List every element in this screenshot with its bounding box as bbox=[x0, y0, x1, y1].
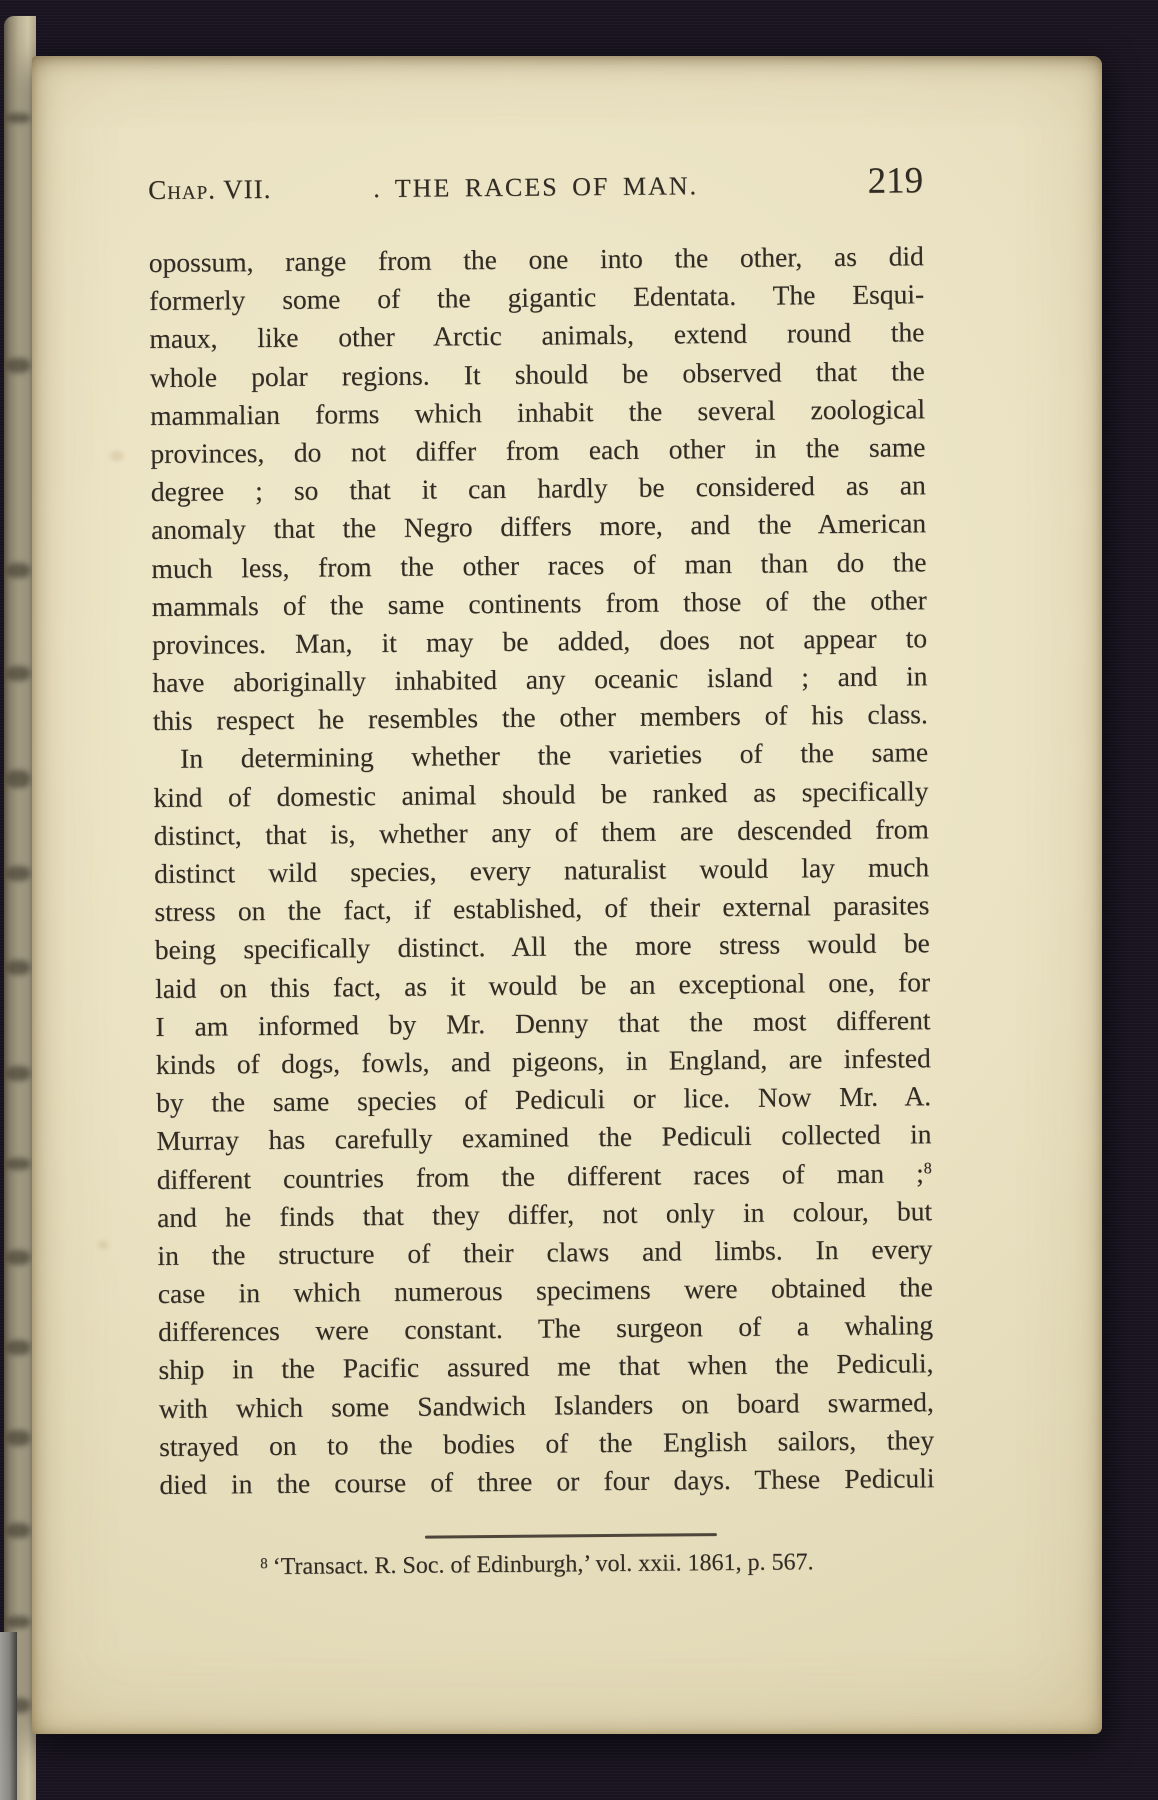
text-line: died in the course of three or four days. These Pediculi bbox=[159, 1462, 935, 1500]
paper-stain bbox=[98, 1241, 108, 1249]
text-line: kinds of dogs, fowls, and pigeons, in England, are infested bbox=[155, 1042, 931, 1080]
footnote-reference: 8 bbox=[923, 1159, 932, 1177]
paper-stain bbox=[110, 451, 124, 461]
text-line: stress on the fact, if established, of their external parasites bbox=[154, 889, 930, 928]
page-edge-smudge bbox=[6, 563, 30, 578]
page-header bbox=[148, 159, 923, 209]
page-edge-smudge bbox=[6, 113, 30, 123]
page-edge-smudge bbox=[6, 960, 30, 975]
page-edge-smudge bbox=[6, 1616, 30, 1628]
text-line: I am informed by Mr. Denny that the most different bbox=[155, 1003, 931, 1042]
page-edge-smudge bbox=[6, 1523, 30, 1538]
running-title: . THE RACES OF MAN. bbox=[373, 171, 699, 204]
text-line: anomaly that the Negro differs more, and the American bbox=[150, 507, 927, 546]
book-cover-edge bbox=[0, 1632, 17, 1800]
text-line: different countries from the different races of man ;$^8$ bbox=[156, 1156, 932, 1195]
text-line: formerly some of the gigantic Edentata. The Esqui- bbox=[149, 278, 925, 317]
text-line: laid on this fact, as it would be an exceptional one, for bbox=[154, 965, 931, 1004]
page-edge-smudge bbox=[6, 1066, 30, 1081]
printed-content bbox=[147, 49, 937, 1734]
page-edge-smudge bbox=[6, 1158, 30, 1170]
chapter-label: Chap. VII. bbox=[148, 173, 272, 205]
page-number: 219 bbox=[867, 160, 924, 202]
text-line: differences were constant. The surgeon of a whaling bbox=[157, 1309, 934, 1348]
text-line: in the structure of their claws and limbs. In every bbox=[157, 1233, 933, 1271]
text-line: whole polar regions. It should be observed that the bbox=[149, 354, 925, 393]
text-line: provinces, do not differ from each other in the same bbox=[150, 431, 926, 469]
page-edge-smudge bbox=[6, 358, 30, 373]
text-line: kind of domestic animal should be ranked as specifically bbox=[153, 774, 929, 813]
text-line: Murray has carefully examined the Pediculi collected in bbox=[156, 1118, 932, 1157]
text-line: In determining whether the varieties of the same bbox=[179, 736, 929, 775]
text-line: mammalian forms which inhabit the several zoological bbox=[149, 392, 926, 431]
paragraph bbox=[153, 734, 935, 1504]
text-line: maux, like other Arctic animals, extend round the bbox=[149, 316, 925, 355]
paragraph bbox=[149, 237, 928, 740]
page-edge-smudge bbox=[6, 1430, 30, 1446]
text-line: this respect he resembles the other members of his class. bbox=[152, 698, 928, 737]
body-text bbox=[149, 237, 935, 1504]
text-line: strayed on to the bodies of the English sailors, they bbox=[158, 1423, 935, 1462]
text-line: by the same species of Pediculi or lice. Now Mr. A. bbox=[155, 1080, 932, 1119]
book-page bbox=[32, 56, 1102, 1734]
text-line: being specifically distinct. All the more stress would be bbox=[154, 927, 930, 966]
footnote-marker: 8 bbox=[260, 1556, 268, 1573]
page-edge-smudge bbox=[6, 1250, 30, 1265]
text-line: and he finds that they differ, not only in colour, but bbox=[156, 1194, 933, 1233]
text-line: provinces. Man, it may be added, does not appear to bbox=[151, 622, 928, 660]
footnote-rule bbox=[425, 1533, 717, 1538]
text-line: have aboriginally inhabited any oceanic island ; and in bbox=[152, 660, 928, 699]
text-line: case in which numerous specimens were obtained the bbox=[157, 1271, 933, 1310]
footnote bbox=[260, 1549, 814, 1581]
page-edge-smudge bbox=[6, 666, 30, 681]
text-line: distinct wild species, every naturalist would lay much bbox=[153, 851, 930, 889]
text-line: much less, from the other races of man than do the bbox=[151, 545, 927, 584]
footnote-text: ‘Transact. R. Soc. of Edinburgh,’ vol. xxii. 1861, p. 567. bbox=[272, 1549, 814, 1580]
text-line: with which some Sandwich Islanders on board swarmed, bbox=[158, 1385, 934, 1424]
text-line: opossum, range from the one into the other, as did bbox=[148, 240, 924, 278]
text-line: mammals of the same continents from those of the other bbox=[151, 583, 927, 622]
page-edge-smudge bbox=[6, 770, 30, 788]
page-edge-smudge bbox=[6, 866, 30, 881]
text-line: distinct, that is, whether any of them are descended from bbox=[153, 813, 929, 851]
page-edge-smudge bbox=[6, 1340, 30, 1355]
text-line: degree ; so that it can hardly be considered as an bbox=[150, 469, 926, 508]
text-line: ship in the Pacific assured me that when the Pediculi, bbox=[158, 1347, 934, 1386]
